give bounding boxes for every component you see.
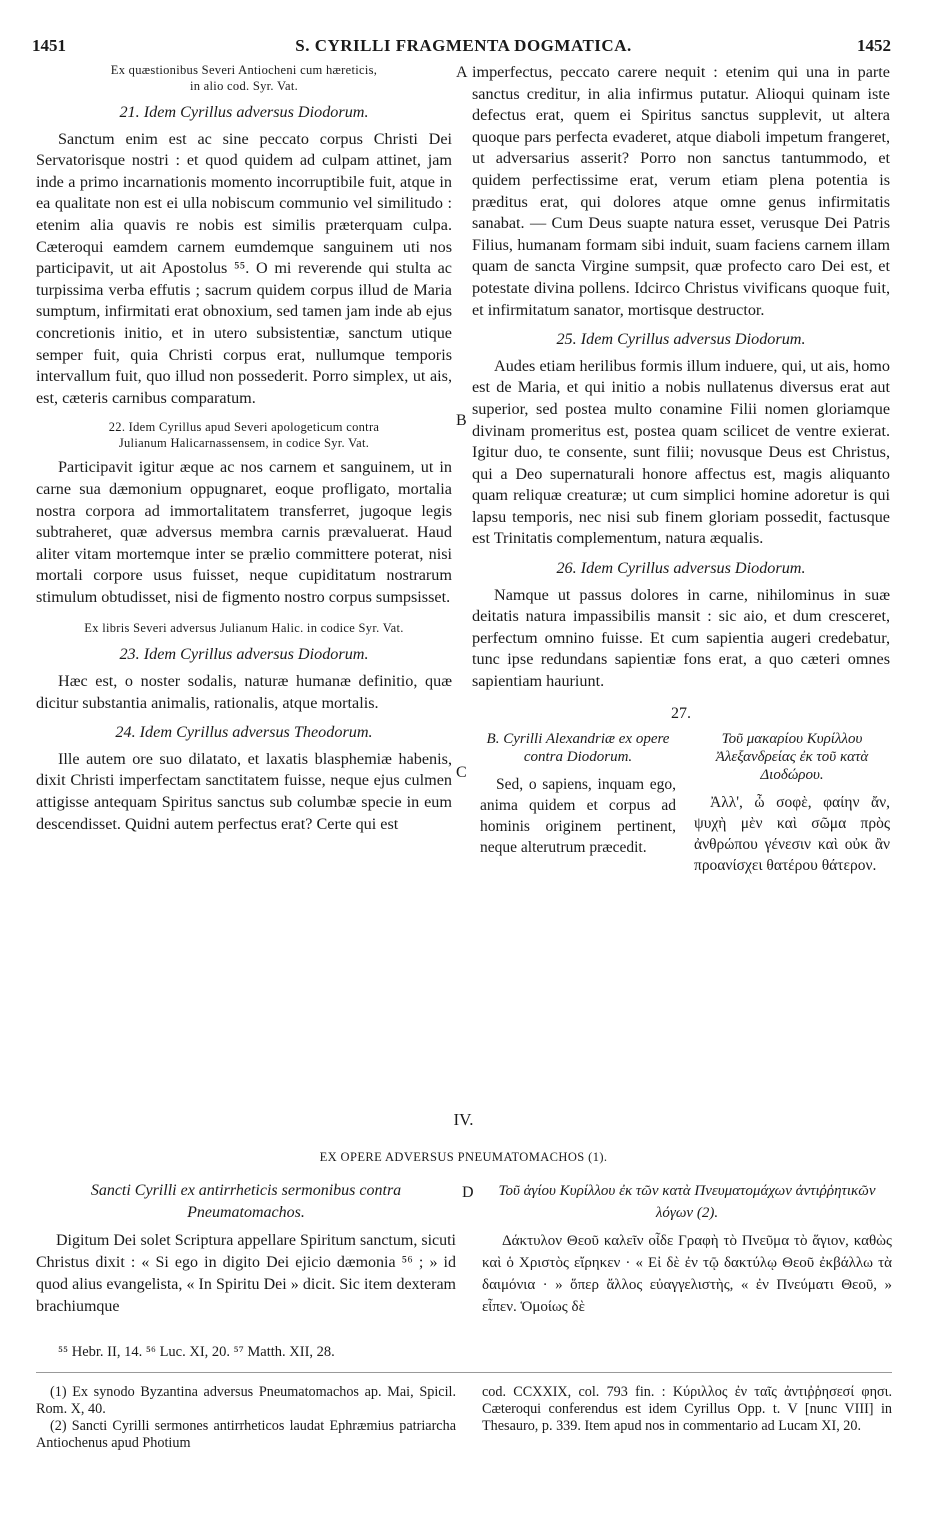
- section-27-latin: [480, 730, 676, 858]
- page-number-left: 1451: [32, 36, 66, 55]
- footnote-2: (2) Sancti Cyrilli sermones antirrheticos laudat Ephræmius patriarcha Antiochenus apud Photium: [36, 1418, 456, 1451]
- part-heading: EX OPERE ADVERSUS PNEUMATOMACHOS (1).: [319, 1150, 608, 1164]
- section-23-text: Hæc est, o noster sodalis, naturæ humanæ definitio, quæ dicitur substantia animalis, rationalis, atque mortalis.: [36, 672, 452, 712]
- margin-marker-b: B: [456, 412, 467, 429]
- section-25-text: Audes etiam herilibus formis illum induere, qui, ut ais, homo est de Maria, et qui initio a nobis nullatenus diversus erat aut superior, sed postea multo conamine Filii nomen gloriamque divinam promeritus est, postea quam scilicet de ventre exierat. Igitur duo, te consente, sunt filii; novusque Deus est Christus, qui a Deo supernaturali honore affectus est, magis aliquanto quam reliquæ creaturæ; ut cum simplici homine adoretur is qui lapsu temporis, nec nisi sub finem gloriam possedit, factusque est Trinitatis complementum, natura æqualis.: [472, 356, 890, 548]
- section-22-title-line2: Julianum Halicarnassensem, in codice Syr. Vat.: [118, 436, 370, 451]
- footnotes-right: [482, 1384, 892, 1435]
- part4-greek-text: Δάκτυλον Θεοῦ καλεῖν οἶδε Γραφὴ τὸ Πνεῦμα τὸ ἅγιον, καθὼς καὶ ὁ Χριστὸς εἴρηκεν · « Εἰ δὲ ἐν τῷ δακτύλῳ Θεοῦ ἐκβάλλω τὰ δαιμόνια · » ὅπερ ἄλλος εὐαγγελιστὴς, « ἐν Πνεύματι Θεοῦ, » εἶπεν. Ὁμοίως δὲ: [482, 1233, 892, 1315]
- continuation-text: imperfectus, peccato carere nequit : etenim qui una in parte sanctus creditur, in alia infirmus putatur. Alioqui quinam iste defectus erat, quem ei Spiritus sanctus supplevit, ut altera quoque pars perfecta evaderet, atque diaboli impetum frangeret, ut adversarius asserit? Porro non sanctus tantummodo, et quidem perfectissime erat, verum etiam plena potentia is præditus erat, qui dolores atque omne genus infirmitatis sanabat. — Cum Deus suapte natura esset, verusque Dei Patris Filius, humanam formam sibi induit, suam faciens carnem illam quam de sancta Virgine sumpsit, quæ profecto caro Dei est, et potestate divina pollens. Idcirco Christus vivificans quoque fuit, et infirmitatum sanator, mortisque destructor.: [472, 63, 890, 319]
- section-27-greek-text: Ἀλλ', ὦ σοφὲ, φαίην ἄν, ψυχὴ μὲν καὶ σῶμα πρὸς ἀνθρώπου γένεσιν καὶ οὐκ ἂν προανίσχει θατέρου θάτερον.: [694, 794, 890, 875]
- section-26-title: 26. Idem Cyrillus adversus Diodorum.: [556, 559, 806, 578]
- part4-greek-column: [482, 1180, 892, 1318]
- running-title: S. CYRILLI FRAGMENTA DOGMATICA.: [295, 36, 632, 55]
- section-27-parallel: [472, 730, 890, 920]
- footnotes-left: [36, 1384, 456, 1452]
- section-27-greek-heading: Τοῦ μακαρίου Κυρίλλου Ἀλεξανδρείας ἐκ τοῦ κατὰ Διοδώρου.: [715, 731, 869, 784]
- part4-latin-column: [36, 1180, 456, 1318]
- footnote-2-continued: cod. CCXXIX, col. 793 fin. : Κύριλλος ἐν ταῖς ἀντιῤῥησεσί φησι. Cæteroqui conferendus est idem Cyrillus Opp. t. V [nunc VIII] in Thesauro, p. 339. Item apud nos in commentario ad Lucam XI, 20.: [482, 1384, 892, 1434]
- section-27-latin-text: Sed, o sapiens, inquam ego, anima quidem et corpus ad hominis originem pertinent, neque alterutrum præcedit.: [480, 776, 676, 857]
- margin-marker-a: A: [456, 64, 468, 81]
- scripture-references: ⁵⁵ Hebr. II, 14. ⁵⁶ Luc. XI, 20. ⁵⁷ Matth. XII, 28.: [58, 1344, 335, 1360]
- part4-latin-text: Digitum Dei solet Scriptura appellare Spiritum sanctum, sicuti Christus dixit : « Si ego in digito Dei ejicio dæmonia ⁵⁶ ; » id quod alius evangelista, « In Spiritu Dei » dicit. Sic item dexteram brachiumque: [36, 1232, 456, 1315]
- section-23-title: 23. Idem Cyrillus adversus Diodorum.: [119, 645, 369, 664]
- footnote-divider: [36, 1372, 892, 1373]
- source-heading-1-line1: Ex quæstionibus Severi Antiocheni cum hæreticis,: [110, 63, 378, 77]
- section-21-title: 21. Idem Cyrillus adversus Diodorum.: [119, 103, 369, 121]
- section-26-text: Namque ut passus dolores in carne, nihilominus in suæ deitatis natura impassibilis mansit : sic aio, et dum cresceret, perfectum omnino fuisse. Et cum sapientia augeri credebatur, tunc ipse redundans sapientiæ fons erat, a quo cæteri omnes sapientiam hauriunt.: [472, 585, 890, 691]
- section-22-text: Participavit igitur æque ac nos carnem et sanguinem, ut in carne sua dæmonium oppugnaret, eoque profligato, mortalia nostra corpora ad immortalitatem transferret, jugoque legis subtraheret, quæ adversus membra carnis prævaluerat. Haud aliter vitam mortemque inter se prælio committere poterat, nisi mortali corpore usus fuisset, neque cupiditatum nostrarum stimulum obtudisset, nisi de figmento nostro corpus sumpsisset.: [36, 458, 452, 606]
- section-27-number: 27.: [671, 704, 691, 722]
- right-column: [472, 62, 890, 920]
- section-27-latin-heading: B. Cyrilli Alexandriæ ex opere contra Diodorum.: [486, 731, 670, 766]
- left-column: [36, 62, 452, 835]
- running-header: [0, 36, 927, 60]
- part4-latin-title: Sancti Cyrilli ex antirrheticis sermonibus contra Pneumatomachos.: [90, 1182, 402, 1221]
- footnote-1: (1) Ex synodo Byzantina adversus Pneumatomachos ap. Mai, Spicil. Rom. X, 40.: [36, 1384, 456, 1417]
- margin-marker-d: D: [462, 1184, 474, 1201]
- section-27-greek: [694, 730, 890, 876]
- margin-marker-c: C: [456, 764, 467, 781]
- part-numeral: IV.: [453, 1110, 474, 1129]
- section-25-title: 25. Idem Cyrillus adversus Diodorum.: [556, 330, 806, 349]
- source-heading-1: [36, 62, 452, 94]
- section-24-text: Ille autem ore suo dilatato, et laxatis blasphemiæ habenis, dixit Christi imperfectam sanctitatem fuisse, neque ejus culmen attigisse antequam Spiritus sanctus sub columbæ specie in eum descendisset. Quidni autem perfectus erat? Certe qui est: [36, 749, 452, 833]
- section-22-title: [36, 419, 452, 451]
- source-heading-2: Ex libris Severi adversus Julianum Halic. in codice Syr. Vat.: [84, 621, 404, 636]
- section-24-title: 24. Idem Cyrillus adversus Theodorum.: [115, 723, 373, 742]
- section-21-text: Sanctum enim est ac sine peccato corpus Christi Dei Servatorisque nostri : et quod quidem ad culpam attinet, jam inde a primo incarnationis momento incorruptibile fuit, atque in ea qualitate non est ei ulla nobiscum communio vel similitudo : etenim alia quavis re nobis est similis præterquam culpa. Cæteroqui eamdem carnem eumdemque sanguinem uti nos participavit, ut ait Apostolus ⁵⁵. O mi reverende qui stulta ac turpissima verba effutis ; sacrum quidem corpus illud de Maria sumptum, infirmitati erat obnoxium, sed tamen jam inde ab ejus concretionis initio, et in utero subsistentiæ, sanctum utique semper fuit, quia Christi corpus erat, nullumque temporis intervallum fuit, quo illud non possederit. Porro simplex, ut ais, est, cæteris carnibus comparatum.: [36, 129, 452, 407]
- section-22-title-line1: 22. Idem Cyrillus apud Severi apologeticum contra: [108, 420, 380, 435]
- part4-greek-title: Τοῦ ἁγίου Κυρίλλου ἐκ τῶν κατὰ Πνευματομάχων ἀντιῤῥητικῶν λόγων (2).: [498, 1183, 876, 1221]
- page-number-right: 1452: [857, 36, 891, 55]
- source-heading-1-line2: in alio cod. Syr. Vat.: [189, 79, 299, 93]
